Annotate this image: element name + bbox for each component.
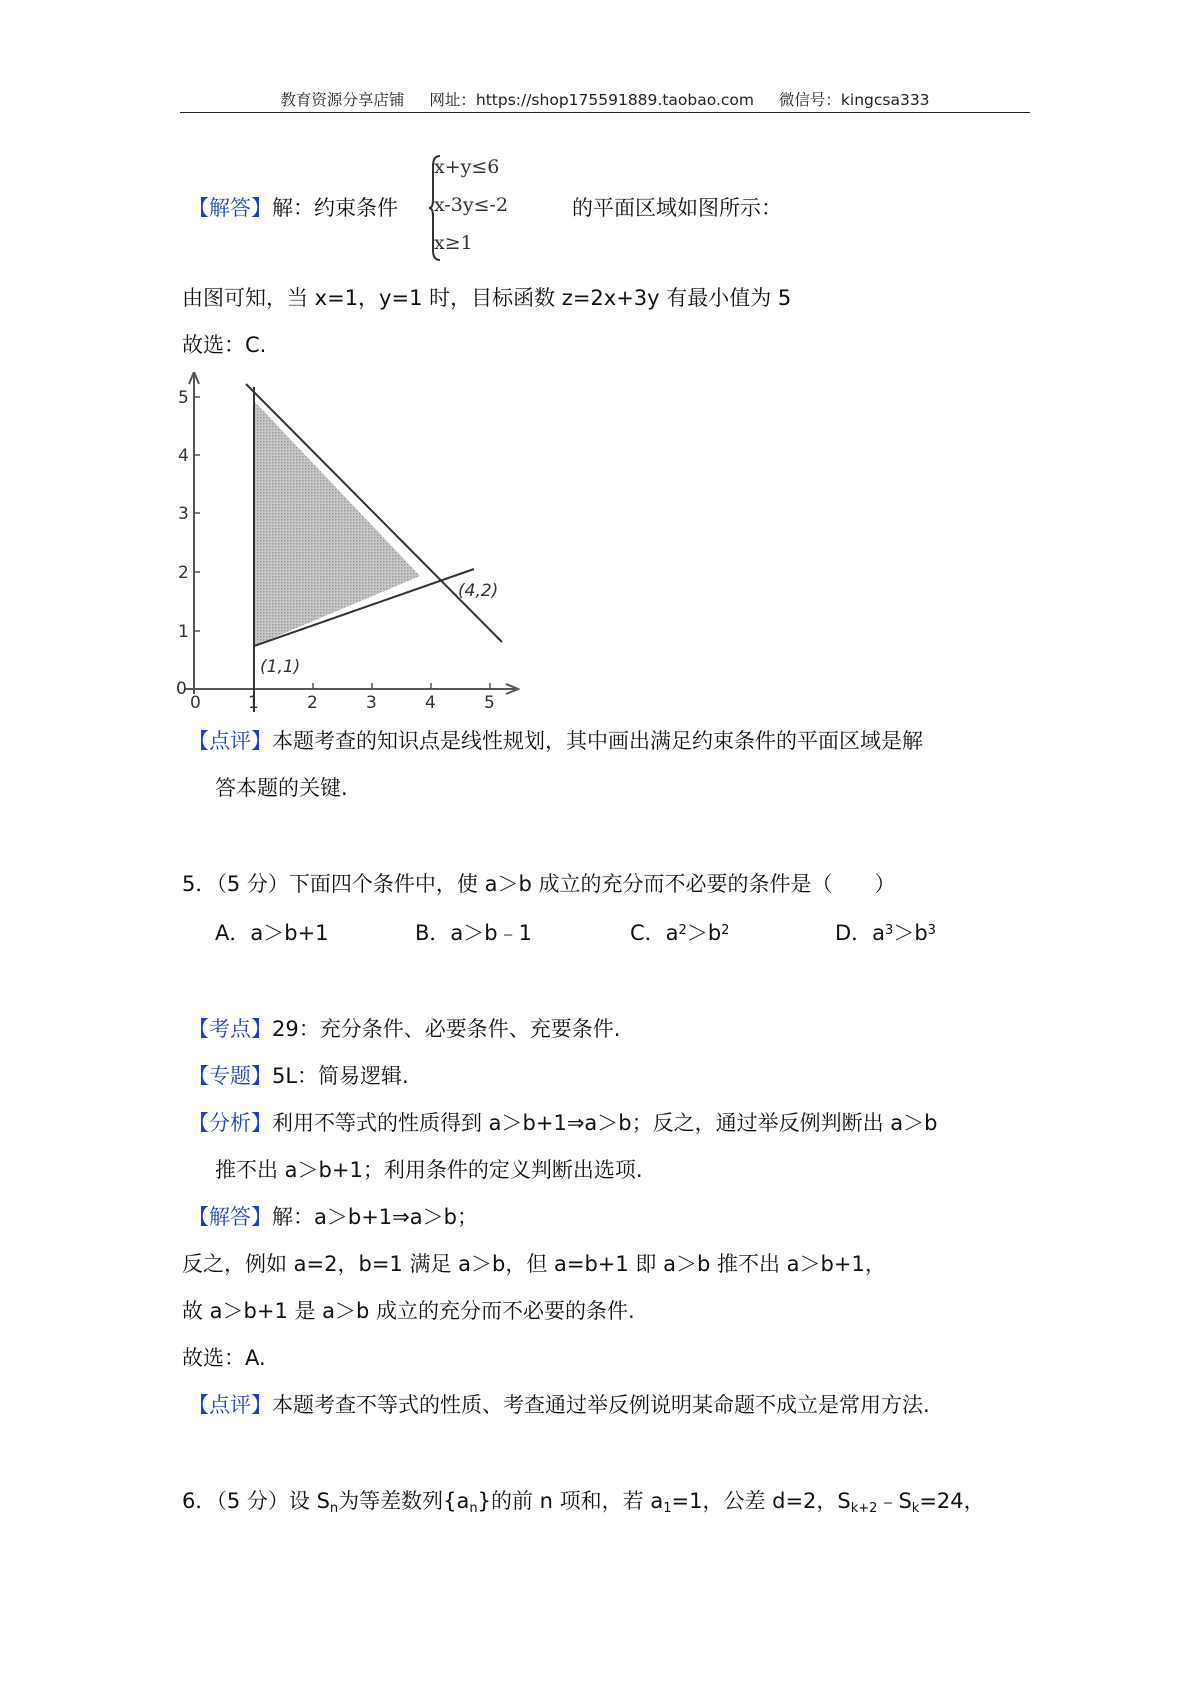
q5-zhuanti <box>188 1061 409 1091</box>
q5-option-b: B．a＞b﹣1 <box>415 921 532 945</box>
page-header <box>180 88 1030 112</box>
q5-option-c-exp-a: 2 <box>678 923 687 938</box>
q6-sub-k2: k+2 <box>850 1501 878 1516</box>
q5-option-c-exp-b: 2 <box>721 923 730 938</box>
constraint-2: x-3y≤-2 <box>434 194 509 216</box>
q6-part-4: =1，公差 d=2，S <box>671 1489 851 1513</box>
q5-comment <box>188 1390 930 1420</box>
q5-jieda-tag: 【解答】 <box>188 1205 272 1229</box>
q5-option-d-exp-a: 3 <box>885 923 894 938</box>
q4-line1: 由图可知，当 x=1，y=1 时，目标函数 z=2x+3y 有最小值为 5 <box>182 286 792 310</box>
q6-sub-sn: n <box>329 1501 339 1516</box>
q5-kaodian-text: 29：充分条件、必要条件、充要条件. <box>272 1017 621 1041</box>
q4-comment-1: 本题考查的知识点是线性规划，其中画出满足约束条件的平面区域是解 <box>272 729 923 753</box>
q5-option-d-pre: D．a <box>835 921 886 945</box>
q5-line-a: 反之，例如 a=2，b=1 满足 a＞b，但 a=b+1 即 a＞b 推不出 a＞b+1， <box>182 1252 886 1276</box>
point-label-4-2: (4,2) <box>458 581 499 601</box>
header-wechat: 微信号：kingcsa333 <box>778 91 930 109</box>
q5-comment-text: 本题考查不等式的性质、考查通过举反例说明某命题不成立是常用方法. <box>272 1393 930 1417</box>
header-rule <box>180 112 1030 113</box>
q5-option-d-exp-b: 3 <box>927 923 936 938</box>
x-tick-5: 5 <box>484 693 495 713</box>
q5-comment-tag: 【点评】 <box>188 1393 272 1417</box>
q4-answer-lead: 解：约束条件 <box>272 196 398 220</box>
q5-choice: 故选：A. <box>182 1346 266 1370</box>
q4-comment-2: 答本题的关键. <box>215 776 348 800</box>
q5-kaodian-tag: 【考点】 <box>188 1017 272 1041</box>
q5-fenxi-tag: 【分析】 <box>188 1111 272 1135</box>
header-store: 教育资源分享店铺 <box>280 91 405 109</box>
feasible-region-graph <box>170 372 530 722</box>
x-tick-4: 4 <box>425 693 436 713</box>
q5-zhuanti-tag: 【专题】 <box>188 1064 272 1088</box>
q6-part-6: =24， <box>919 1489 985 1513</box>
q5-zhuanti-text: 5L：简易逻辑. <box>272 1064 409 1088</box>
q6-sub-k: k <box>911 1501 920 1516</box>
q5-fenxi-2: 推不出 a＞b+1；利用条件的定义判断出选项. <box>215 1158 643 1182</box>
q5-line-b: 故 a＞b+1 是 a＞b 成立的充分而不必要的条件. <box>182 1299 635 1323</box>
q4-answer-line <box>188 193 398 223</box>
y-tick-3: 3 <box>178 504 189 524</box>
q6-part-1: 6．（5 分）设 S <box>182 1489 330 1513</box>
q5-option-a: A．a＞b+1 <box>215 921 329 945</box>
point-label-1-1: (1,1) <box>260 657 301 677</box>
q5-stem: 5．（5 分）下面四个条件中，使 a＞b 成立的充分而不必要的条件是（ ） <box>182 872 896 896</box>
x-tick-3: 3 <box>366 693 377 713</box>
q6-sub-an: n <box>469 1501 478 1516</box>
feasible-region <box>254 401 420 646</box>
y-tick-4: 4 <box>178 446 189 466</box>
q5-fenxi <box>188 1108 938 1138</box>
x-tick-1: 1 <box>248 693 259 713</box>
q6-sub-a1: 1 <box>663 1501 672 1516</box>
q5-option-c-mid: ＞b <box>686 921 722 945</box>
x-tick-0: 0 <box>190 693 201 713</box>
q5-jieda <box>188 1202 478 1232</box>
q6-part-2: 为等差数列{a <box>338 1489 470 1513</box>
q5-kaodian <box>188 1014 620 1044</box>
y-tick-1: 1 <box>178 622 189 642</box>
y-tick-5: 5 <box>178 388 189 408</box>
x-tick-2: 2 <box>307 693 318 713</box>
q4-answer-tag: 【解答】 <box>188 196 272 220</box>
y-tick-2: 2 <box>178 563 189 583</box>
y-tick-0: 0 <box>176 679 187 699</box>
q4-comment-tag: 【点评】 <box>188 729 272 753</box>
q6-part-3: }的前 n 项和，若 a <box>477 1489 664 1513</box>
q4-choice: 故选：C. <box>182 333 267 357</box>
q5-option-c-pre: C．a <box>630 921 679 945</box>
q5-option-d <box>835 918 936 948</box>
q5-option-c <box>630 918 729 948</box>
q5-jieda-text: 解：a＞b+1⇒a＞b； <box>272 1205 478 1229</box>
header-url: 网址：https://shop175591889.taobao.com <box>429 91 754 109</box>
constraint-system <box>428 154 548 262</box>
q6-stem <box>182 1486 985 1516</box>
q4-comment <box>188 726 923 756</box>
constraint-1: x+y≤6 <box>434 156 500 178</box>
q5-option-d-mid: ＞b <box>893 921 928 945</box>
q6-part-5: ﹣S <box>877 1489 912 1513</box>
q5-fenxi-1: 利用不等式的性质得到 a＞b+1⇒a＞b；反之，通过举反例判断出 a＞b <box>272 1111 938 1135</box>
constraint-3: x≥1 <box>434 232 473 254</box>
q4-answer-tail: 的平面区域如图所示： <box>572 196 782 220</box>
